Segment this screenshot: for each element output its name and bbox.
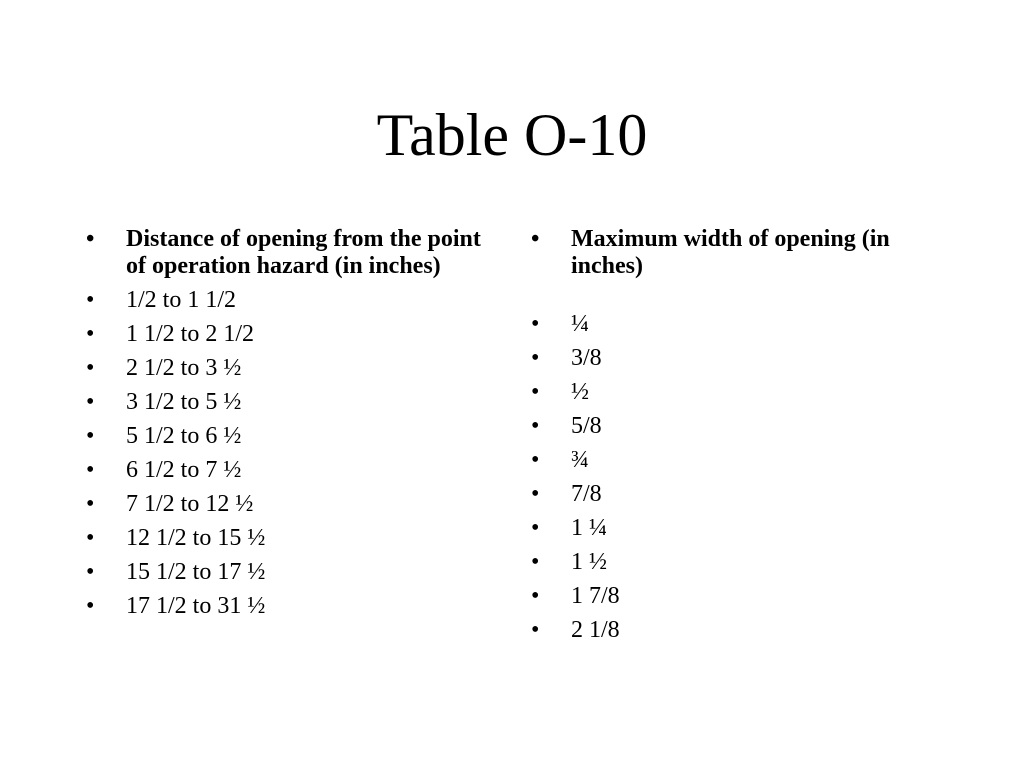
distance-item <box>86 355 486 382</box>
bullet-icon: • <box>531 311 540 337</box>
width-item <box>531 413 931 440</box>
bullet-icon: • <box>531 481 540 507</box>
distance-item <box>86 423 486 450</box>
distance-value: 17 1/2 to 31 ½ <box>126 593 266 619</box>
width-value: ½ <box>571 379 589 405</box>
bullet-icon: • <box>531 447 540 473</box>
distance-item <box>86 389 486 416</box>
distance-value: 15 1/2 to 17 ½ <box>126 559 266 585</box>
width-item <box>531 311 931 338</box>
width-item <box>531 583 931 610</box>
width-value: 5/8 <box>571 413 602 439</box>
bullet-icon: • <box>86 559 95 585</box>
width-value: 7/8 <box>571 481 602 507</box>
distance-value: 6 1/2 to 7 ½ <box>126 457 242 483</box>
bullet-icon: • <box>86 355 95 381</box>
width-header-text: Maximum width of opening (in inches) <box>571 226 890 279</box>
bullet-icon: • <box>531 226 540 252</box>
width-header <box>531 226 931 280</box>
distance-item <box>86 593 486 620</box>
distance-value: 12 1/2 to 15 ½ <box>126 525 266 551</box>
bullet-icon: • <box>86 226 95 252</box>
distance-value: 5 1/2 to 6 ½ <box>126 423 242 449</box>
distance-column <box>86 226 486 620</box>
width-value: 1 7/8 <box>571 583 620 609</box>
distance-header <box>86 226 486 280</box>
width-item <box>531 549 931 576</box>
width-item <box>531 515 931 542</box>
width-item <box>531 481 931 508</box>
width-item <box>531 379 931 406</box>
width-value: 3/8 <box>571 345 602 371</box>
distance-item <box>86 525 486 552</box>
width-item <box>531 617 931 644</box>
bullet-icon: • <box>86 525 95 551</box>
bullet-icon: • <box>86 389 95 415</box>
width-value: 1 ¼ <box>571 515 607 541</box>
distance-item <box>86 559 486 586</box>
bullet-icon: • <box>531 345 540 371</box>
distance-value: 3 1/2 to 5 ½ <box>126 389 242 415</box>
width-item <box>531 345 931 372</box>
distance-item <box>86 321 486 348</box>
distance-item <box>86 491 486 518</box>
bullet-icon: • <box>86 593 95 619</box>
width-value: 1 ½ <box>571 549 607 575</box>
bullet-icon: • <box>86 457 95 483</box>
distance-value: 1/2 to 1 1/2 <box>126 287 237 313</box>
bullet-icon: • <box>86 287 95 313</box>
width-item <box>531 447 931 474</box>
distance-header-text: Distance of opening from the point of operation hazard (in inches) <box>126 226 481 279</box>
bullet-icon: • <box>86 321 95 347</box>
bullet-icon: • <box>86 423 95 449</box>
distance-value: 2 1/2 to 3 ½ <box>126 355 242 381</box>
bullet-icon: • <box>531 379 540 405</box>
distance-value: 1 1/2 to 2 1/2 <box>126 321 255 347</box>
distance-value: 7 1/2 to 12 ½ <box>126 491 254 517</box>
width-value: 2 1/8 <box>571 617 620 643</box>
distance-item <box>86 287 486 314</box>
width-value: ¼ <box>571 311 589 337</box>
bullet-icon: • <box>86 491 95 517</box>
width-column <box>531 226 931 644</box>
bullet-icon: • <box>531 583 540 609</box>
bullet-icon: • <box>531 413 540 439</box>
bullet-icon: • <box>531 617 540 643</box>
width-value: ¾ <box>571 447 589 473</box>
distance-item <box>86 457 486 484</box>
slide-title: Table O-10 <box>376 102 648 168</box>
bullet-icon: • <box>531 515 540 541</box>
bullet-icon: • <box>531 549 540 575</box>
